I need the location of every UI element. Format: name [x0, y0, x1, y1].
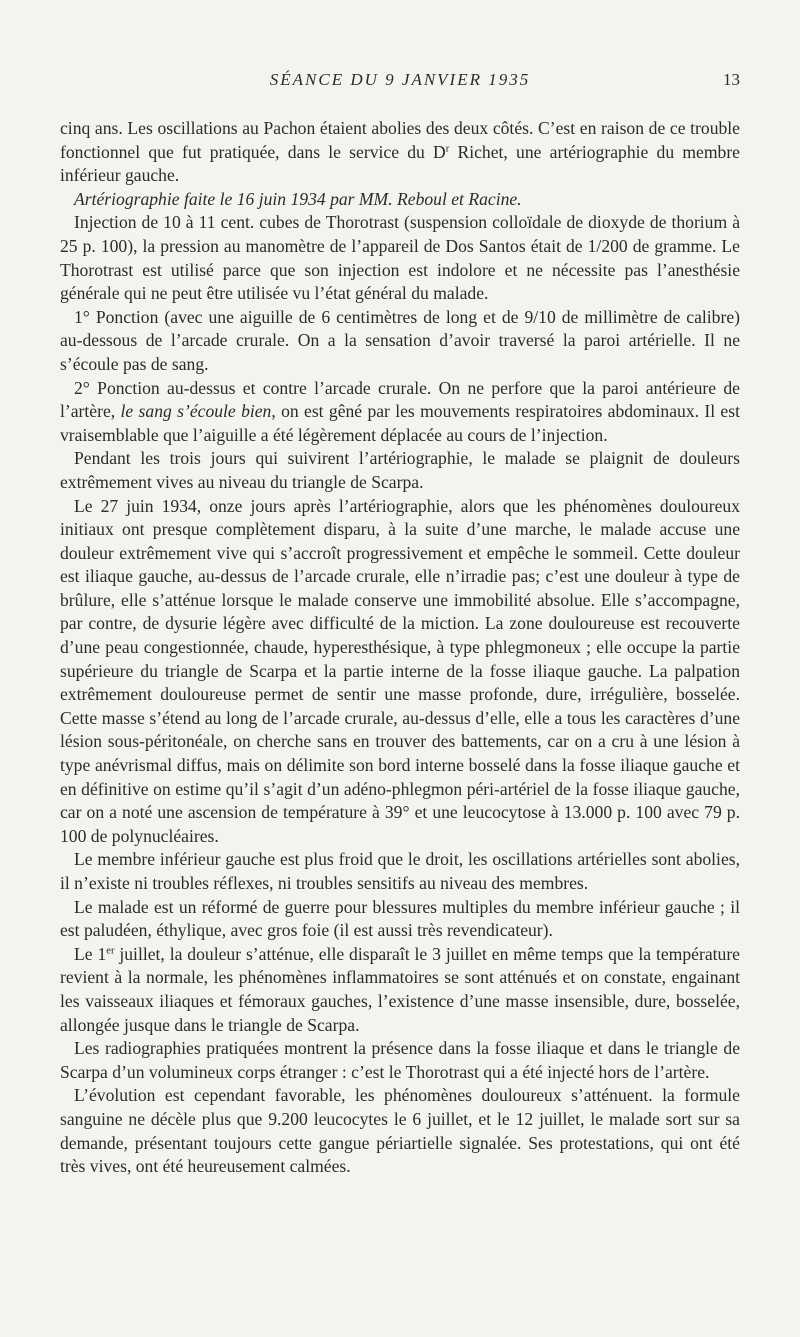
paragraph: L’évolution est cependant favorable, les phénomènes douloureux s’atténuent. la formule sanguine ne décèle plus que 9.200 leucocytes le 6 juillet, et le 12 juillet, le malade sort sur sa demande, présentant toujours cette gangue périartielle signalée. Ses protestations, qui ont été très vives, ont été heureusement calmées. — [60, 1085, 740, 1177]
paragraph: Le 1er juillet, la douleur s’atténue, elle disparaît le 3 juillet en même temps que la température revient à la normale, les phénomènes inflammatoires se sont atténués et on constate, engainant les vaisseaux iliaques et fémoraux gauches, l’existence d’une masse insensible, dure, bosselée, allongée jusque dans le triangle de Scarpa. — [60, 943, 740, 1035]
paragraph: Injection de 10 à 11 cent. cubes de Thorotrast (suspension colloïdale de dioxyde de thorium à 25 p. 100), la pression au manomètre de l’appareil de Dos Santos était de 1/200 de gramme. Le Thorotrast est utilisé parce que son injection est indolore et ne nécessite pas l’anesthésie générale qui ne peut être utilisée vu l’état général du malade. — [60, 212, 740, 304]
running-title: SÉANCE DU 9 JANVIER 1935 — [269, 70, 531, 89]
superscript: er — [106, 945, 115, 957]
paragraph: Le malade est un réformé de guerre pour blessures multiples du membre inférieur gauche ; il est paludéen, éthylique, avec gros foie (il est aussi très revendicateur). — [60, 896, 740, 941]
paragraph: cinq ans. Les oscillations au Pachon étaient abolies des deux côtés. C’est en raison de ce trouble fonctionnel que fut pratiquée, dans le service du $D^r$ Richet, une artériographie du membre inférieur gauche. — [60, 118, 740, 186]
paragraph-italic-heading: Artériographie faite le 16 juin 1934 par MM. Reboul et Racine. — [74, 188, 522, 209]
paragraph: 1° Ponction (avec une aiguille de 6 centimètres de long et de 9/10 de millimètre de calibre) au-dessous de l’arcade crurale. On a la sensation d’avoir traversé la paroi artérielle. Il ne s’écoule pas de sang. — [60, 306, 740, 374]
page-number: 13 — [723, 70, 740, 89]
running-header — [60, 70, 740, 96]
superscript: r — [445, 143, 450, 155]
paragraph: 2° Ponction au-dessus et contre l’arcade crurale. On ne perfore que la paroi antérieure de l’artère, le sang s’écoule bien, on est gêné par les mouvements respiratoires abdominaux. Il est vraisemblable que l’aiguille a été légèrement déplacée au cours de l’injection. — [60, 377, 740, 445]
body-text — [60, 117, 740, 1179]
paragraph: Le 27 juin 1934, onze jours après l’artériographie, alors que les phénomènes douloureux initiaux ont presque complètement disparu, à la suite d’une marche, le malade accuse une douleur extrêmement vive qui s’accroît progressivement et empêche le sommeil. Cette douleur est iliaque gauche, au-dessus de l’arcade crurale, elle n’irradie pas; c’est une douleur à type de brûlure, elle s’atténue lorsque le malade conserve une immobilité absolue. Elle s’accompagne, par contre, de dysurie légère avec difficulté de la miction. La zone douloureuse est recouverte d’une peau congestionnée, chaude, hyperesthésique, à type phlegmoneux ; elle occupe la partie supérieure du triangle de Scarpa et la partie interne de la fosse iliaque gauche. La palpation extrêmement douloureuse permet de sentir une masse profonde, dure, irrégulière, bosselée. Cette masse s’étend au long de l’arcade crurale, au-dessus d’elle, elle a tous les caractères d’une lésion sous-péritonéale, on cherche sans en trouver des battements, car on a cru à une lésion à type anévrismal diffus, mais on délimite son bord interne bosselé dans la fosse iliaque gauche et en définitive on estime qu’il s’agit d’un adéno-phlegmon péri-artériel de la fosse iliaque gauche, car on a noté une ascension de température à 39° et une leucocytose à 13.000 p. 100 avec 79 p. 100 de polynucléaires. — [60, 495, 740, 846]
paragraph: Le membre inférieur gauche est plus froid que le droit, les oscillations artérielles sont abolies, il n’existe ni troubles réflexes, ni troubles sensitifs au niveau des membres. — [60, 849, 740, 893]
paragraph: Les radiographies pratiquées montrent la présence dans la fosse iliaque et dans le triangle de Scarpa d’un volumineux corps étranger : c’est le Thorotrast qui a été injecté hors de l’artère. — [60, 1038, 740, 1082]
paragraph: Pendant les trois jours qui suivirent l’artériographie, le malade se plaignit de douleurs extrêmement vives au niveau du triangle de Scarpa. — [60, 448, 740, 492]
